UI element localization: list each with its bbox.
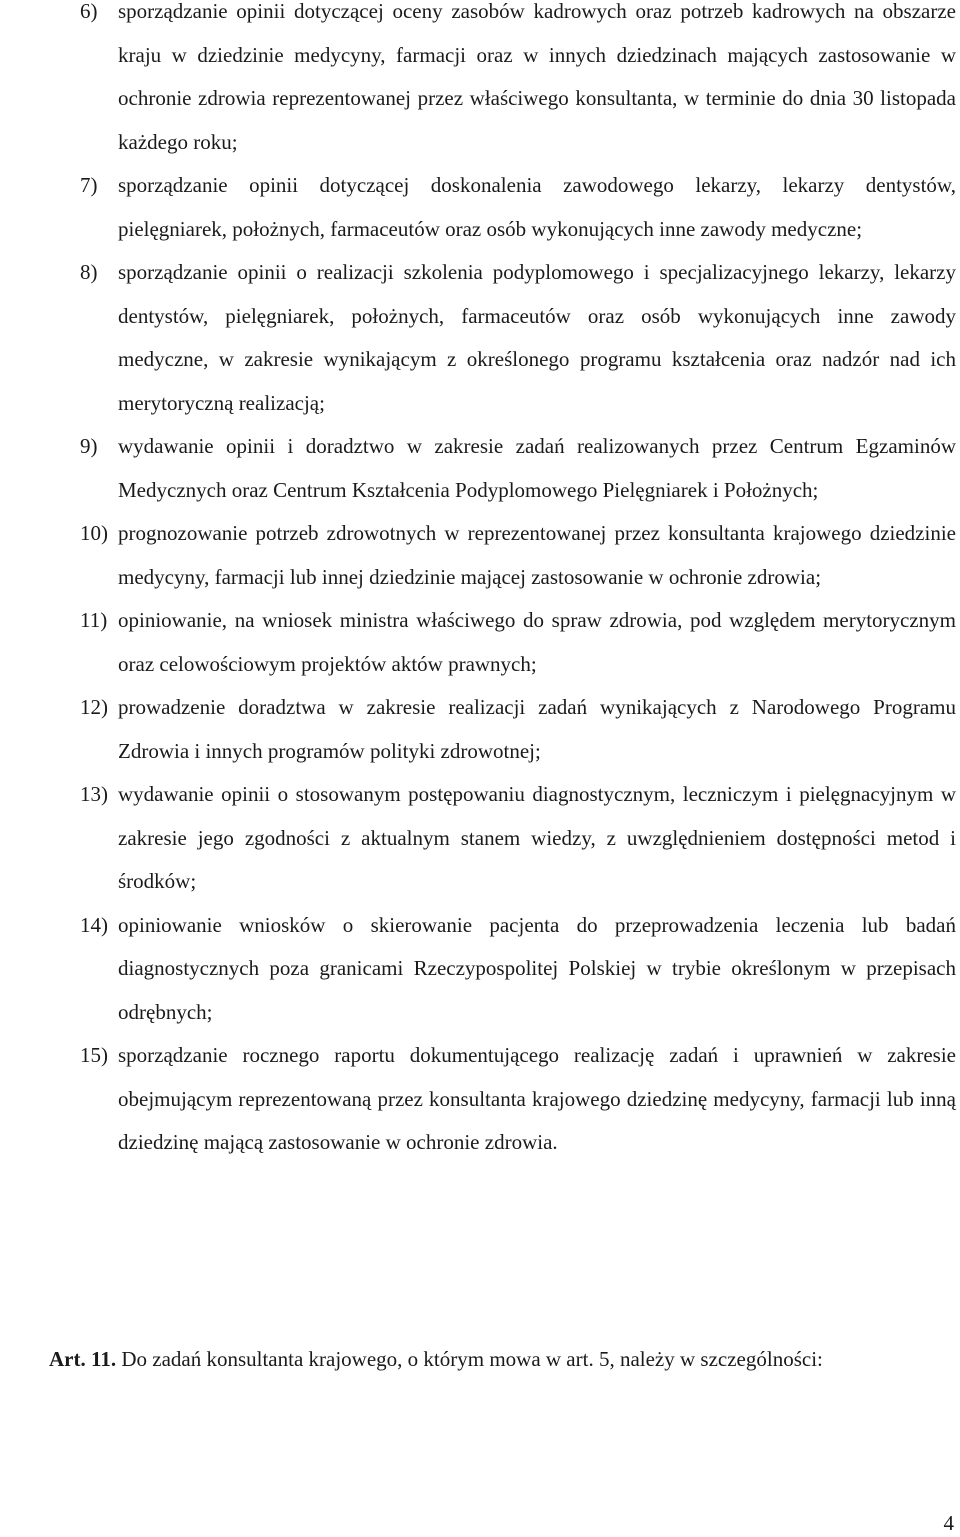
- item-number: 8): [80, 260, 98, 284]
- duties-list: [80, 0, 956, 1165]
- item-number: 9): [80, 434, 98, 458]
- list-item: [80, 1034, 956, 1165]
- item-number: 13): [80, 782, 108, 806]
- item-number: 11): [80, 608, 108, 632]
- list-item: [80, 904, 956, 1035]
- list-item: [80, 164, 956, 251]
- item-text: sporządzanie opinii o realizacji szkolenia podyplomowego i specjalizacyjnego lekarzy, lekarzy dentystów, pielęgniarek, położnych, farmaceutów oraz osób wykonujących inne zawody medyczne, w zakresie wynikającym z określonego programu kształcenia oraz nadzór nad ich merytoryczną realizacją;: [118, 260, 956, 415]
- page-number: 4: [943, 1511, 954, 1535]
- article-paragraph: [4, 1337, 956, 1381]
- item-number: 7): [80, 173, 98, 197]
- item-number: 12): [80, 695, 108, 719]
- item-text: wydawanie opinii o stosowanym postępowaniu diagnostycznym, leczniczym i pielęgnacyjnym w zakresie jego zgodności z aktualnym stanem wiedzy, z uwzględnieniem dostępności metod i środków;: [118, 782, 956, 893]
- item-number: 14): [80, 912, 108, 937]
- item-text: opiniowanie, na wniosek ministra właściwego do spraw zdrowia, pod względem merytorycznym oraz celowościowym projektów aktów prawnych;: [118, 608, 956, 676]
- item-text: sporządzanie opinii dotyczącej doskonalenia zawodowego lekarzy, lekarzy dentystów, pielęgniarek, położnych, farmaceutów oraz osób wykonujących inne zawody medyczne;: [118, 173, 956, 241]
- item-text: sporządzanie rocznego raportu dokumentującego realizację zadań i uprawnień w zakresie obejmującym reprezentowaną przez konsultanta krajowego dziedzinę medycyny, farmacji lub inną dziedzinę mającą zastosowanie w ochronie zdrowia.: [118, 1043, 956, 1154]
- list-item: [80, 773, 956, 904]
- list-item: [80, 599, 956, 686]
- item-text: sporządzanie opinii dotyczącej oceny zasobów kadrowych oraz potrzeb kadrowych na obszarze kraju w dziedzinie medycyny, farmacji oraz w innych dziedzinach mających zastosowanie w ochronie zdrowia reprezentowanej przez właściwego konsultanta, w terminie do dnia 30 listopada każdego roku;: [118, 0, 956, 154]
- item-text: wydawanie opinii i doradztwo w zakresie zadań realizowanych przez Centrum Egzaminów Medycznych oraz Centrum Kształcenia Podyplomowego Pielęgniarek i Położnych;: [118, 434, 956, 502]
- list-item: [80, 0, 956, 164]
- article-text: Do zadań konsultanta krajowego, o którym mowa w art. 5, należy w szczególności:: [121, 1347, 823, 1371]
- item-number: 15): [80, 1043, 108, 1067]
- item-number: 10): [80, 521, 108, 545]
- item-text: prowadzenie doradztwa w zakresie realizacji zadań wynikających z Narodowego Programu Zdrowia i innych programów polityki zdrowotnej;: [118, 695, 956, 763]
- item-number: 6): [80, 0, 98, 23]
- list-item: [80, 425, 956, 512]
- list-item: [80, 686, 956, 773]
- article-label: Art. 11.: [49, 1347, 117, 1371]
- item-text: prognozowanie potrzeb zdrowotnych w reprezentowanej przez konsultanta krajowego dziedzinie medycyny, farmacji lub innej dziedzinie mającej zastosowanie w ochronie zdrowia;: [118, 521, 956, 589]
- list-item: [80, 251, 956, 425]
- item-text: opiniowanie wniosków o skierowanie pacjenta do przeprowadzenia leczenia lub badań diagnostycznych poza granicami Rzeczypospolitej Polskiej w trybie określonym w przepisach odrębnych;: [118, 912, 956, 1024]
- list-item: [80, 512, 956, 599]
